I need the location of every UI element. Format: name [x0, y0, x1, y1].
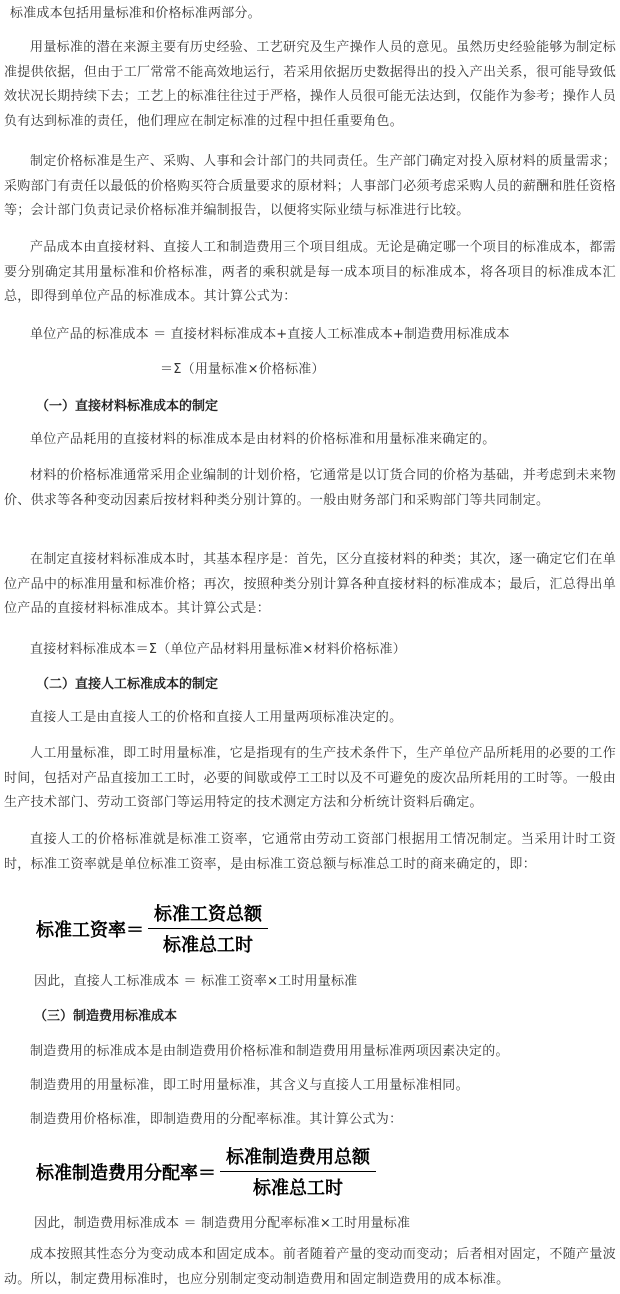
formula-lhs: 标准制造费用分配率 — [36, 1162, 198, 1184]
formula-lhs: 标准工资率 — [36, 919, 126, 941]
paragraph-overhead-price: 制造费用价格标准，即制造费用的分配率标准。其计算公式为： — [30, 1112, 403, 1127]
paragraph-cost-behavior: 成本按照其性态分为变动成本和固定成本。前者随着产量的变动而变动；后者相对固定，不随产量波动。所以，制定费用标准时，也应分别制定变动制造费用和固定制造费用的成本标准。 — [4, 1247, 616, 1287]
paragraph-direct-labor-intro: 直接人工是由直接人工的价格和直接人工用量两项标准决定的。 — [30, 710, 403, 725]
fraction-denominator: 标准总工时 — [163, 935, 253, 956]
heading-direct-labor: （二）直接人工标准成本的制定 — [36, 677, 219, 692]
heading-direct-material: （一）直接材料标准成本的制定 — [36, 399, 219, 414]
fraction-numerator: 标准制造费用总额 — [220, 1143, 376, 1172]
formula-direct-labor-cost: 因此，直接人工标准成本 ＝ 标准工资率×工时用量标准 — [34, 974, 358, 989]
formula-direct-material: 直接材料标准成本＝Σ（单位产品材料用量标准×材料价格标准） — [30, 642, 406, 657]
paragraph-price-standard: 制定价格标准是生产、采购、人事和会计部门的共同责任。生产部门确定对投入原材料的质量需求；采购部门有责任以最低的价格购买符合质量要求的原材料；人事部门必须考虑采购人员的薪酬和胜任资格等；会计部门负责记录价格标准并编制报告，以便将实际业绩与标准进行比较。 — [4, 154, 616, 219]
paragraph-usage-standard: 用量标准的潜在来源主要有历史经验、工艺研究及生产操作人员的意见。虽然历史经验能够为制定标准提供依据，但由于工厂常常不能高效地运行，若采用依据历史数据得出的投入产出关系，很可能导致低效状况长期持续下去；工艺上的标准往往过于严格，操作人员很可能无法达到，仅能作为参考；操作人员负有达到标准的责任，他们理应在制定标准的过程中担任重要角色。 — [4, 40, 616, 129]
formula-equals: ＝ — [198, 1162, 216, 1184]
fraction — [220, 1143, 376, 1200]
paragraph-overhead-intro: 制造费用的标准成本是由制造费用价格标准和制造费用用量标准两项因素决定的。 — [30, 1044, 509, 1059]
paragraph-labor-price: 直接人工的价格标准就是标准工资率，它通常由劳动工资部门根据用工情况制定。当采用计时工资时，标准工资率就是单位标准工资率，是由标准工资总额与标准总工时的商来确定的，即： — [4, 832, 616, 872]
formula-equals: ＝ — [126, 919, 144, 941]
fraction-numerator: 标准工资总额 — [148, 900, 268, 929]
paragraph-material-procedure: 在制定直接材料标准成本时，其基本程序是：首先，区分直接材料的种类；其次，逐一确定它们在单位产品中的标准用量和标准价格；再次，按照种类分别计算各种直接材料的标准成本；最后，汇总得出单位产品的直接材料标准成本。其计算公式是： — [4, 552, 616, 617]
paragraph-direct-material-intro: 单位产品耗用的直接材料的标准成本是由材料的价格标准和用量标准来确定的。 — [30, 432, 496, 447]
paragraph-product-cost: 产品成本由直接材料、直接人工和制造费用三个项目组成。无论是确定哪一个项目的标准成本，都需要分别确定其用量标准和价格标准，两者的乘积就是每一成本项目的标准成本，将各项目的标准成本汇总，即得到单位产品的标准成本。其计算公式为： — [4, 240, 616, 305]
paragraph-overhead-usage: 制造费用的用量标准，即工时用量标准，其含义与直接人工用量标准相同。 — [30, 1078, 469, 1093]
formula-unit-cost-line1: 单位产品的标准成本 ＝ 直接材料标准成本+直接人工标准成本+制造费用标准成本 — [30, 327, 510, 342]
paragraph-material-price: 材料的价格标准通常采用企业编制的计划价格，它通常是以订货合同的价格为基础，并考虑到未来物价、供求等各种变动因素后按材料种类分别计算的。一般由财务部门和采购部门等共同制定。 — [4, 468, 616, 508]
formula-overhead-cost: 因此，制造费用标准成本 ＝ 制造费用分配率标准×工时用量标准 — [34, 1216, 411, 1231]
fraction — [148, 900, 268, 957]
formula-standard-wage-rate — [36, 900, 268, 957]
formula-unit-cost-line2: ＝Σ（用量标准×价格标准） — [160, 362, 325, 377]
heading-overhead: （三）制造费用标准成本 — [34, 1009, 178, 1024]
fraction-denominator: 标准总工时 — [253, 1178, 343, 1199]
paragraph-labor-usage: 人工用量标准，即工时用量标准，它是指现有的生产技术条件下，生产单位产品所耗用的必要的工作时间，包括对产品直接加工工时，必要的间歇或停工工时以及不可避免的废次品所耗用的工时等。一般由生产技术部门、劳动工资部门等运用特定的技术测定方法和分析统计资料后确定。 — [4, 746, 616, 811]
intro-text: 标准成本包括用量标准和价格标准两部分。 — [10, 6, 261, 21]
formula-overhead-rate — [36, 1143, 376, 1200]
